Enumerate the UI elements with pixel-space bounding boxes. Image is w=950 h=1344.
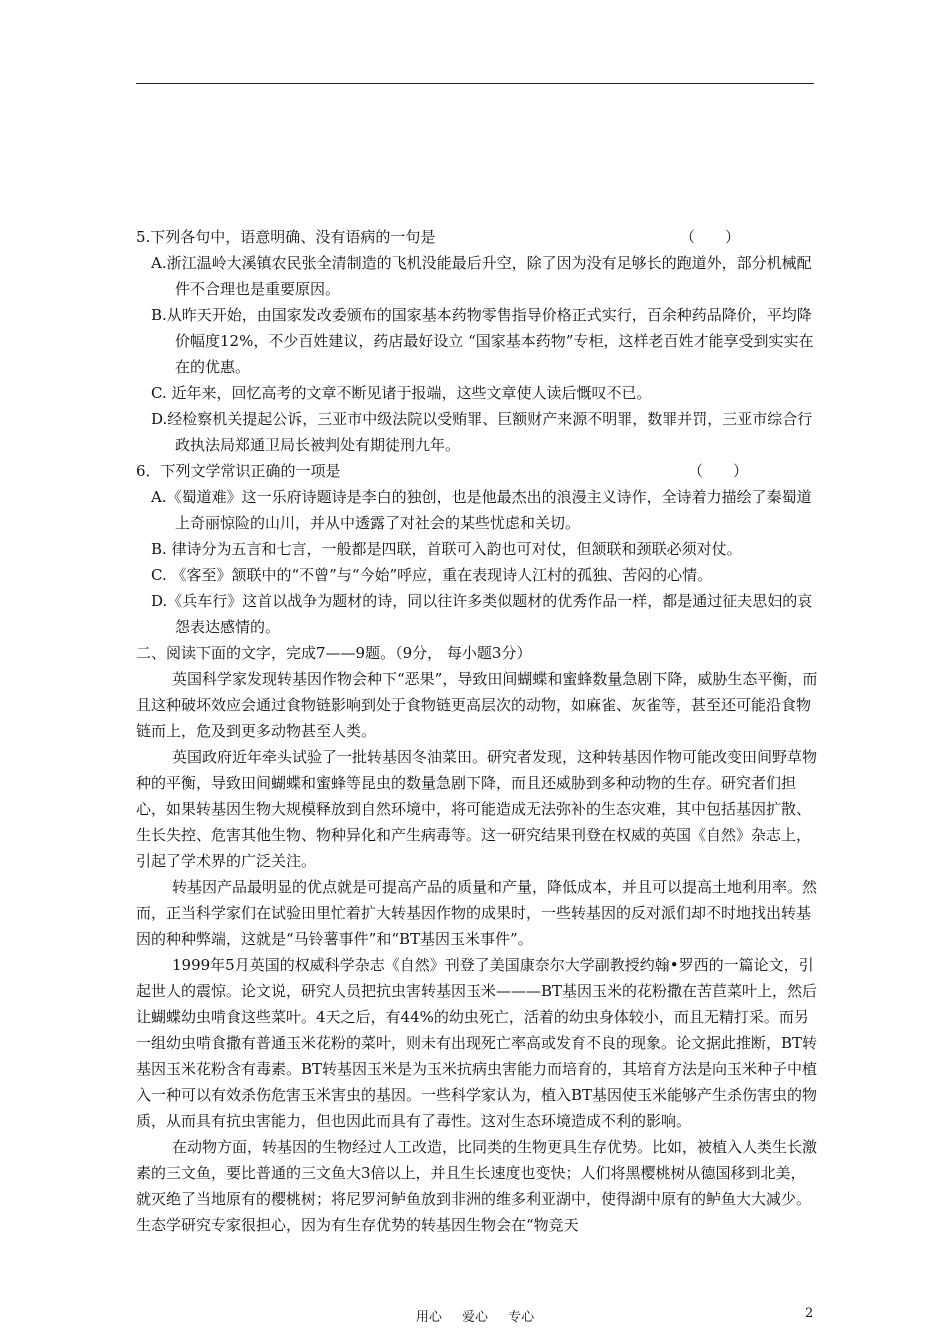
- option-a: A.浙江温岭大溪镇农民张全清制造的飞机没能最后升空，除了因为没有足够长的跑道外，部分机械配件不合理也是重要原因。: [151, 254, 812, 298]
- option-b: B.从昨天开始，由国家发改委颁布的国家基本药物零售指导价格正式实行，百余种药品降价，平均降价幅度12%，不少百姓建议，药店最好设立 “国家基本药物”专柜，这样老百姓才能享受到实实在在的优惠。: [151, 306, 814, 376]
- answer-parens: （ ）: [680, 228, 741, 246]
- question-5-stem: 5.下列各句中，语意明确、没有语病的一句是: [136, 228, 436, 246]
- document-body: [136, 224, 818, 1238]
- question-5: [136, 224, 818, 250]
- option-d: D.经检察机关提起公诉，三亚市中级法院以受贿罪、巨额财产来源不明罪，数罪并罚，三亚市综合行政执法局郑通卫局长被判处有期徒刑九年。: [151, 410, 813, 454]
- option-c: C. 近年来，回忆高考的文章不断见诸于报端，这些文章使人读后慨叹不已。: [151, 384, 652, 402]
- question-6-stem: 6．下列文学常识正确的一项是: [136, 462, 341, 480]
- option-b: B. 律诗分为五言和七言，一般都是四联，首联可入韵也可对仗，但颔联和颈联必须对仗。: [151, 540, 742, 558]
- header-rule: [136, 83, 814, 84]
- paragraph: 转基因产品最明显的优点就是可提高产品的质量和产量，降低成本，并且可以提高土地利用率。然而，正当科学家们在试验田里忙着扩大转基因作物的成果时，一些转基因的反对派们却不时地找出转基因的种种弊端，这就是“马铃薯事件”和“BT基因玉米事件”。: [136, 878, 818, 948]
- option-c: C. 《客至》颔联中的“不曾”与“今始”呼应，重在表现诗人江村的孤独、苦闷的心情。: [151, 566, 713, 584]
- option-a: A.《蜀道难》这一乐府诗题诗是李白的独创，也是他最杰出的浪漫主义诗作，全诗着力描绘了秦蜀道上奇丽惊险的山川，并从中透露了对社会的某些忧虑和关切。: [151, 488, 812, 532]
- footer-item: 用心: [415, 1310, 442, 1325]
- page-number: 2: [805, 1306, 814, 1321]
- question-6: [136, 458, 818, 484]
- paragraph: 英国科学家发现转基因作物会种下“恶果”，导致田间蝴蝶和蜜蜂数量急剧下降，威胁生态平衡，而且这种破坏效应会通过食物链影响到处于食物链更高层次的动物，如麻雀、灰雀等，甚至还可能沿食物链而上，危及到更多动物甚至人类。: [136, 670, 818, 740]
- option-d: D.《兵车行》这首以战争为题材的诗，同以往许多类似题材的优秀作品一样，都是通过征夫思妇的哀怨表达感情的。: [151, 592, 813, 636]
- answer-parens: （ ）: [688, 462, 749, 480]
- paragraph: 1999年5月英国的权威科学杂志《自然》刊登了美国康奈尔大学副教授约翰•罗西的一篇论文，引起世人的震惊。论文说，研究人员把抗虫害转基因玉米———BT基因玉米的花粉撒在苦苣菜叶上，然后让蝴蝶幼虫啃食这些菜叶。4天之后，有44%的幼虫死亡，活着的幼虫身体较小，而且无精打采。而另一组幼虫啃食撒有普通玉米花粉的菜叶，则未有出现死亡率高或发育不良的现象。论文据此推断，BT转基因玉米花粉含有毒素。BT转基因玉米是为玉米抗病虫害能力而培育的，其培育方法是向玉米种子中植入一种可以有效杀伤危害玉米害虫的基因。一些科学家认为，植入BT基因使玉米能够产生杀伤害虫的物质，从而具有抗虫害能力，但也因此而具有了毒性。这对生态环境造成不利的影响。: [136, 956, 818, 1130]
- paragraph: 英国政府近年牵头试验了一批转基因冬油菜田。研究者发现，这种转基因作物可能改变田间野草物种的平衡，导致田间蝴蝶和蜜蜂等昆虫的数量急剧下降，而且还威胁到多种动物的生存。研究者们担心，如果转基因生物大规模释放到自然环境中，将可能造成无法弥补的生态灾难，其中包括基因扩散、生长失控、危害其他生物、物种异化和产生病毒等。这一研究结果刊登在权威的英国《自然》杂志上，引起了学术界的广泛关注。: [136, 748, 818, 870]
- footer-item: 爱心: [461, 1310, 488, 1325]
- section-heading: 二、阅读下面的文字，完成7——9题。（9分， 每小题3分）: [136, 644, 532, 662]
- paragraph: 在动物方面，转基因的生物经过人工改造，比同类的生物更具生存优势。比如，被植入人类生长激素的三文鱼，要比普通的三文鱼大3倍以上，并且生长速度也变快；人们将黑樱桃树从德国移到北美，就灭绝了当地原有的樱桃树；将尼罗河鲈鱼放到非洲的维多利亚湖中，使得湖中原有的鲈鱼大大减少。生态学研究专家很担心，因为有生存优势的转基因生物会在“物竞天: [136, 1138, 818, 1234]
- footer-item: 专心: [508, 1310, 535, 1325]
